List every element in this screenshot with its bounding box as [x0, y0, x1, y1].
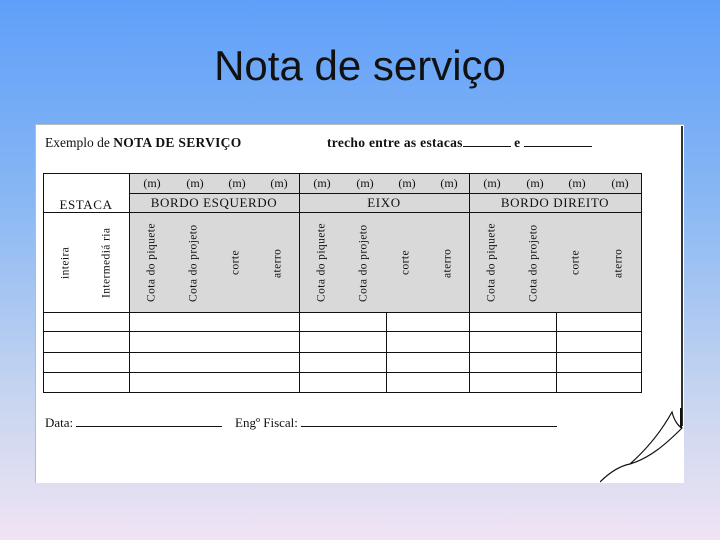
units-rule [129, 193, 641, 194]
table-bottom-rule [43, 392, 641, 393]
unit-label: (m) [186, 176, 204, 190]
table-right-rule [641, 173, 642, 393]
page-curl-icon [600, 408, 684, 484]
unit-label: (m) [483, 176, 501, 190]
form-heading-prefix: Exemplo de [45, 135, 114, 150]
unit-label: (m) [270, 176, 288, 190]
bd-aterro-header: aterro [612, 248, 625, 278]
be-corte-header: corte [229, 250, 242, 276]
footer-fiscal [235, 415, 557, 431]
bd-corte-header: corte [569, 250, 582, 276]
group-rule [43, 212, 641, 213]
estaca-inteira-header: inteira [59, 246, 72, 280]
unit-label: (m) [398, 176, 416, 190]
trecho-start-blank[interactable] [463, 135, 511, 147]
eixo-cota-piquete-header: Cota do piquete [315, 223, 328, 303]
unit-label: (m) [568, 176, 586, 190]
trecho-label: trecho entre as estacas [327, 135, 463, 150]
page-edge-shadow [681, 126, 683, 426]
table-top-rule [43, 173, 641, 174]
unit-label: (m) [440, 176, 458, 190]
eixo-aterro-header: aterro [441, 248, 454, 278]
bordo-direito-heading: BORDO DIREITO [500, 195, 610, 210]
be-cota-projeto-header: Cota do projeto [187, 224, 200, 302]
slide-title: Nota de serviço [214, 42, 506, 89]
eixo-corte-header: corte [399, 250, 412, 276]
bd-cota-projeto-header: Cota do projeto [527, 224, 540, 302]
be-cota-piquete-header: Cota do piquete [145, 223, 158, 303]
eixo-cota-projeto-header: Cota do projeto [357, 224, 370, 302]
estaca-heading: ESTACA [59, 197, 113, 212]
data-row[interactable] [44, 353, 641, 372]
fiscal-blank[interactable] [301, 415, 557, 427]
data-row[interactable] [44, 373, 641, 392]
unit-label: (m) [526, 176, 544, 190]
date-label: Data: [45, 415, 74, 430]
estaca-intermediaria-header: Intermediá ria [100, 227, 113, 299]
bd-cota-piquete-header: Cota do piquete [485, 223, 498, 303]
data-row[interactable] [44, 313, 641, 331]
eixo-heading: EIXO [367, 195, 401, 210]
be-aterro-header: aterro [271, 248, 284, 278]
trecho-line [327, 135, 592, 151]
unit-label: (m) [313, 176, 331, 190]
unit-label: (m) [143, 176, 161, 190]
date-blank[interactable] [76, 415, 222, 427]
trecho-end-blank[interactable] [524, 135, 592, 147]
bordo-esquerdo-heading: BORDO ESQUERDO [150, 195, 278, 210]
form-heading [45, 135, 242, 151]
fiscal-label: Engº Fiscal: [235, 415, 298, 430]
footer-date [45, 415, 222, 431]
unit-label: (m) [356, 176, 374, 190]
unit-label: (m) [228, 176, 246, 190]
unit-label: (m) [611, 176, 629, 190]
data-row[interactable] [44, 332, 641, 352]
service-note-form [35, 124, 684, 483]
form-heading-title: NOTA DE SERVIÇO [113, 135, 242, 150]
trecho-joiner: e [514, 135, 521, 150]
